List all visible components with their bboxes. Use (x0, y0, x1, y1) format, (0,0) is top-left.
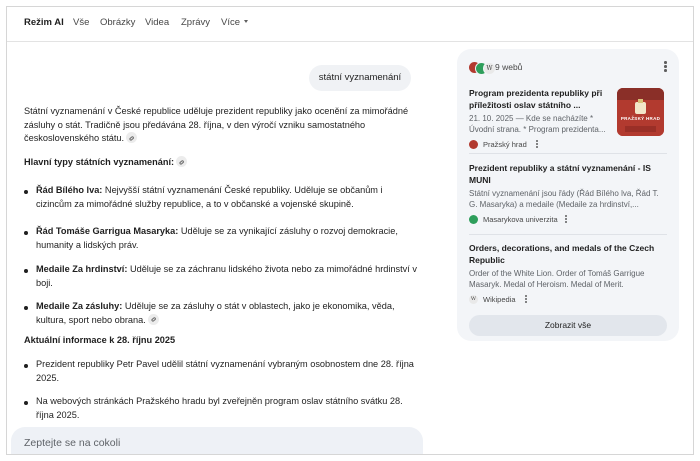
sources-panel (457, 49, 679, 341)
bullet-dot (24, 364, 28, 368)
prague-castle-logo-icon (617, 88, 664, 136)
answer-intro-text: Státní vyznamenání v České republice uděluje prezident republiky jako ocenění za mimořádné zásluhy o stát. Tradičně jsou předávána 28. října, v den výročí vzniku samostatného československého státu. (24, 106, 409, 143)
source-site: Pražský hrad (483, 140, 527, 149)
link-icon[interactable] (148, 314, 159, 325)
link-icon[interactable] (126, 132, 137, 143)
source-site: Masarykova univerzita (483, 215, 558, 224)
muni-favicon-icon (469, 215, 478, 224)
source-thumbnail[interactable] (617, 88, 664, 136)
list-item: Na webových stránkách Pražského hradu byl zveřejněn program oslav státního svátku 28. října 2025. (36, 396, 403, 420)
source-footer (469, 139, 667, 150)
tab-ai-mode[interactable]: Režim AI (24, 17, 64, 28)
source-title: Prezident republiky a státní vyznamenání - IS MUNI (469, 163, 651, 185)
user-query-bubble: státní vyznamenání (309, 65, 411, 91)
bullet-dot (24, 190, 28, 194)
answer-intro (24, 105, 416, 146)
ask-input-placeholder: Zeptejte se na cokoli (24, 437, 121, 449)
wikipedia-favicon-icon: W (483, 62, 496, 75)
divider (469, 234, 667, 235)
source-card[interactable] (469, 163, 667, 225)
tab-images[interactable]: Obrázky (100, 17, 136, 28)
show-all-button[interactable]: Zobrazit vše (469, 315, 667, 336)
source-title: Orders, decorations, and medals of the Czech Republic (469, 243, 655, 265)
more-options-icon[interactable] (525, 295, 527, 304)
source-title: Program prezidenta republiky při příležitosti oslav státního ... (469, 88, 603, 110)
list-item (36, 263, 420, 290)
source-snippet: 21. 10. 2025 — Kde se nacházíte * Úvodní strana. * Program prezidenta... (469, 114, 606, 134)
source-site: Wikipedia (483, 295, 516, 304)
source-footer (469, 294, 667, 305)
list-item (36, 184, 420, 211)
link-icon[interactable] (176, 156, 187, 167)
source-footer (469, 214, 667, 225)
news-heading: Aktuální informace k 28. říjnu 2025 (24, 335, 176, 345)
tab-news[interactable]: Zprávy (181, 17, 211, 28)
sources-count: 9 webů (495, 62, 523, 72)
divider (469, 153, 667, 154)
search-tabs (7, 7, 693, 42)
source-card[interactable] (469, 243, 667, 305)
type-name: Medaile Za zásluhy: (36, 301, 123, 311)
more-options-icon[interactable] (664, 61, 667, 73)
bullet-dot (24, 306, 28, 310)
types-heading (24, 156, 416, 170)
type-name: Řád Bílého lva: (36, 185, 103, 195)
tab-videos[interactable]: Videa (145, 17, 170, 28)
types-heading-text: Hlavní typy státních vyznamenání: (24, 157, 175, 167)
type-text: Uděluje se za záchranu lidského života nebo za mimořádné hrdinství v boji. (36, 264, 417, 288)
bullet-dot (24, 231, 28, 235)
more-options-icon[interactable] (565, 215, 567, 224)
wikipedia-favicon-icon: W (470, 296, 477, 302)
chevron-down-icon (244, 20, 248, 23)
more-options-icon[interactable] (536, 140, 538, 149)
type-name: Řád Tomáše Garrigua Masaryka: (36, 226, 179, 236)
prague-castle-favicon-icon (469, 140, 478, 149)
thumbnail-label: PRAŽSKÝ HRAD (620, 116, 661, 121)
list-item: Prezident republiky Petr Pavel udělil státní vyznamenání vybraným osobnostem dne 28. října 2025. (36, 359, 414, 383)
tab-more[interactable] (221, 17, 248, 28)
type-text: Uděluje se za vynikající zásluhy o rozvoj demokracie, humanity a lidských práv. (36, 226, 398, 250)
bullet-dot (24, 401, 28, 405)
type-text: Nejvyšší státní vyznamenání České republiky. Uděluje se občanům i cizincům za mimořádné služby republice, a to v občanské a vojenské skupině. (36, 185, 383, 209)
type-text: Uděluje se za zásluhy o stát v oblastech, jako je ekonomika, věda, kultura, sport nebo obrana. (36, 301, 395, 325)
list-item (36, 225, 420, 252)
tab-all[interactable]: Vše (73, 17, 90, 28)
source-snippet: Order of the White Lion. Order of Tomáš Garrigue Masaryk. Medal of Heroism. Medal of Merit. (469, 269, 645, 289)
ask-input[interactable] (11, 427, 423, 455)
list-item (36, 300, 420, 327)
bullet-dot (24, 269, 28, 273)
tab-more-label: Více (221, 17, 241, 28)
type-name: Medaile Za hrdinství: (36, 264, 128, 274)
source-snippet: Státní vyznamenání jsou řády (Řád Bílého lva, Řád T. G. Masaryka) a medaile (Medaile za hrdinství,... (469, 189, 659, 209)
browser-frame (6, 6, 694, 455)
